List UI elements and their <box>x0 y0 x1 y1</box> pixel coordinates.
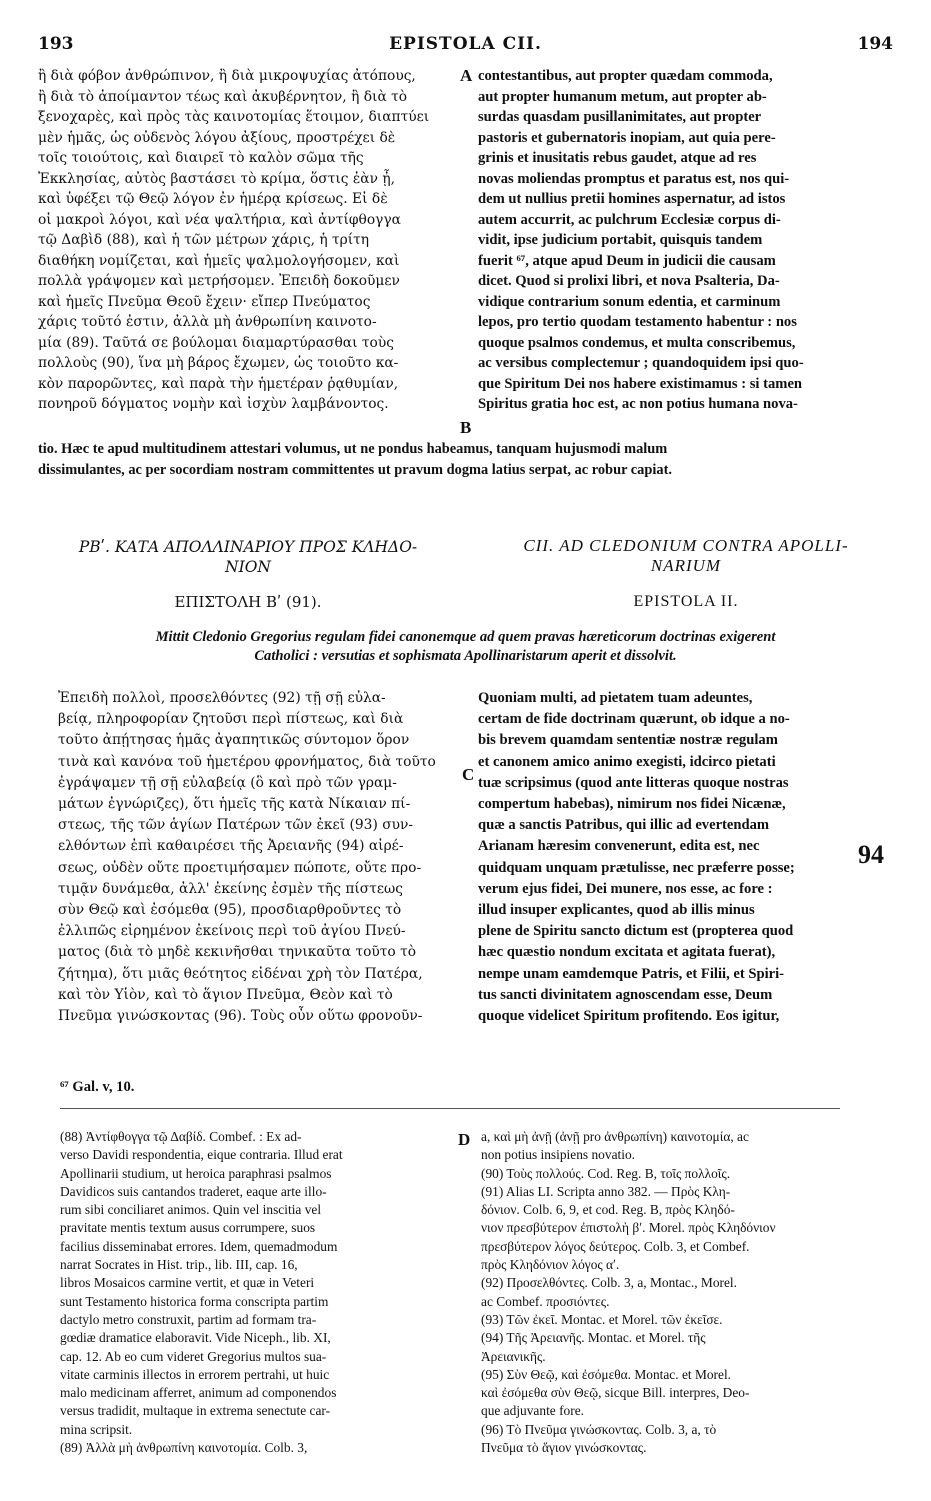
latin-text-line: fuerit ⁶⁷, atque apud Deum in judicii die causam <box>478 252 776 269</box>
latin-title-line-1: CII. AD CLEDONIUM CONTRA APOLLI- <box>523 536 849 555</box>
latin-text-line: dissimulantes, ac per socordiam nostram committentes ut pravum dogma latius serpat, ac robur capiat. <box>38 462 672 478</box>
latin-text-line: dicet. Quod si prolixi libri, et nova Psalteria, Da- <box>478 273 780 289</box>
greek-text-line: τοῦτο ἀπῄτησας ἡμᾶς ἀγαπητικῶς σύντομον ὅρον <box>58 732 410 749</box>
latin-continuation-wide <box>38 439 893 481</box>
greek-text-line: βείᾳ, πληροφορίαν ζητοῦσι περὶ πίστεως, καὶ διὰ <box>58 711 404 728</box>
footnote-line: (88) Ἀντίφθογγα τῷ Δαβίδ. Combef. : Ex ad- <box>60 1129 302 1144</box>
latin-text-line: aut propter humanum metum, aut propter ab- <box>478 88 767 105</box>
greek-text-line: σὺν Θεῷ καὶ ἐσόμεθα (95), προσδιαρθροῦντες τὸ <box>58 902 402 919</box>
latin-text-line: novas moliendas promptus et paratus est, nos qui- <box>478 170 790 187</box>
latin-text-line: dem ut nullius pretii homines aspernatur, ad istos <box>478 191 786 207</box>
footnote-line: a, καὶ μὴ ἀνῇ (ἀνῇ pro ἀνθρωπίνη) καινοτομία, ac <box>481 1129 749 1144</box>
latin-column-body <box>478 688 894 1027</box>
greek-text-line: ζήτημα), ὅτι μιᾶς θεότητος εἰδέναι χρὴ τὸν Πατέρα, <box>58 965 423 982</box>
latin-text-line: tio. Hæc te apud multitudinem attestari volumus, ut ne pondus habeamus, tanquam hujusmodi malum <box>38 441 668 457</box>
footnote-line: (92) Προσελθόντες. Colb. 3, a, Montac., Morel. <box>481 1275 737 1291</box>
greek-text-line: μάτων ἐγνώριζες), ὅτι ἡμεῖς τῆς κατὰ Νίκαιαν πί- <box>58 796 411 813</box>
latin-text-line: Spiritus gratia hoc est, ac non potius humana nova- <box>478 396 798 412</box>
greek-text-line: τιμᾷν δυνάμεθα, ἀλλ' ἐκείνης ἐσμὲν τῆς πίστεως <box>58 880 403 897</box>
footnote-line: dactylo metro construxit, partim ad formam tra- <box>60 1311 317 1327</box>
latin-text-line: hæc quæstio nondum excitata et agitata fuerat), <box>478 944 776 961</box>
footnote-line: νιον πρεσβύτερον ἐπιστολὴ βʹ. Morel. πρὸς Κληδόνιον <box>481 1220 776 1236</box>
latin-text-line: tus sancti divinitatem agnoscendam esse, Deum <box>478 986 773 1003</box>
footnote-line: πρεσβύτερον λόγος δεύτερος. Colb. 3, et Combef. <box>481 1238 750 1254</box>
latin-text-line: certam de fide doctrinam quærunt, ob idque a no- <box>478 711 790 728</box>
footnote-line: (96) Τὸ Πνεῦμα γινώσκοντας. Colb. 3, a, τὸ <box>481 1421 717 1437</box>
margin-marker-d: D <box>458 1130 471 1149</box>
footnote-line: καὶ ἐσόμεθα σὺν Θεῷ, sicque Bill. interpres, Deo- <box>481 1385 750 1401</box>
footnote-line: verso Davidi respondentia, eique contraria. Illud erat <box>60 1147 343 1163</box>
latin-epistle-label: EPISTOLA II. <box>633 593 739 610</box>
footnote-line: (89) Ἀλλὰ μὴ ἀνθρωπίνη καινοτομία. Colb. 3, <box>60 1440 308 1456</box>
latin-text-line: quoque psalmos condemus, et multa conscribemus, <box>478 334 796 351</box>
footnote-line: sunt Testamento historica forma conscripta partim <box>60 1293 329 1309</box>
latin-text-line: grinis et inusitatis rebus gaudet, atque ad res <box>478 150 757 166</box>
greek-text-line: Πνεῦμα γινώσκοντας (96). Τοὺς οὖν οὕτω φρονοῦν- <box>58 1008 423 1025</box>
greek-text-line: τινὰ καὶ κανόνα τοῦ ἡμετέρου φρονήματος, διὰ τοῦτο <box>58 753 436 770</box>
latin-column-top <box>478 66 894 415</box>
greek-text-line: ξενοχαρὲς, καὶ πρὸς τὰς καινοτομίας ἕτοιμον, διαπτύει <box>38 109 430 125</box>
scripture-reference: ⁶⁷ Gal. v, 10. <box>60 1079 135 1095</box>
latin-text-line: bis brevem quamdam sententiæ nostræ regulam <box>478 732 778 749</box>
footnote-line: facilius disseminabat errores. Idem, quemadmodum <box>60 1238 338 1254</box>
footnote-line: (90) Τοὺς πολλούς. Cod. Reg. B, τοῖς πολλοῖς. <box>481 1165 731 1181</box>
greek-text-line: ἐγράψαμεν τῇ σῇ εὐλαβείᾳ (ὃ καὶ πρὸ τῶν γραμ- <box>58 774 397 791</box>
margin-marker-b: B <box>460 418 472 437</box>
latin-text-line: ac versibus complectemur ; quandoquidem ipsi quo- <box>478 355 804 371</box>
latin-text-line: vidique contrarium sonum edentia, et carminum <box>478 293 781 310</box>
footnote-line: mina scripsit. <box>60 1421 133 1437</box>
latin-text-line: tuæ scripsimus (quod ante litteras quoque nostras <box>478 774 789 791</box>
footnote-line: gœdiæ dramatice elaboravit. Vide Niceph., lib. XI, <box>60 1330 331 1346</box>
footnote-line: que adjuvante fore. <box>481 1403 584 1419</box>
latin-text-line: verum ejus fidei, Dei munere, nos esse, ac fore : <box>478 880 773 897</box>
latin-text-line: nempe unam eamdemque Patris, et Filii, et Spiri- <box>478 965 785 982</box>
greek-text-line: καὶ τὸν Υἱὸν, καὶ τὸ ἅγιον Πνεῦμα, Θεὸν καὶ τὸ <box>58 986 393 1003</box>
footnotes-left <box>60 1128 450 1457</box>
greek-epistle-label: ΕΠΙΣΤΟΛΗ Βʹ (91). <box>174 593 322 611</box>
running-title: EPISTOLA CII. <box>389 34 542 54</box>
footnote-line: cap. 12. Ab eo cum videret Gregorius multos sua- <box>60 1348 327 1364</box>
footnote-line: ac Combef. προσιόντες. <box>481 1293 610 1309</box>
greek-text-line: κὸν παρορῶντες, καὶ παρὰ τὴν ἡμετέραν ῥᾳθυμίαν, <box>38 375 399 392</box>
greek-column-top <box>38 66 458 415</box>
latin-text-line: plene de Spiritu sancto dictum est (propterea quod <box>478 923 794 940</box>
latin-text-line: quæ a sanctis Patribus, qui illic ad evertendam <box>478 817 770 834</box>
footnotes-right <box>481 1128 893 1457</box>
greek-text-line: ἐλλιπῶς εἰρημένον ἐκείνοις περὶ τοῦ ἁγίου Πνεύ- <box>58 923 406 940</box>
latin-text-line: surdas quasdam pusillanimitates, aut propter <box>478 109 762 125</box>
footnote-rule <box>60 1108 840 1109</box>
page-number-left: 193 <box>38 34 74 54</box>
latin-title-line-2: NARIUM <box>650 556 722 575</box>
footnote-line: Πνεῦμα τὸ ἅγιον γινώσκοντας. <box>481 1440 647 1456</box>
footnote-line: pravitate mentis textum ausus corrumpere, suos <box>60 1220 316 1236</box>
summary-line-1: Mittit Cledonio Gregorius regulam fidei canonemque ad quem pravas hæreticorum doctrinas exigerent <box>155 629 776 645</box>
latin-text-line: illud insuper explicantes, quod ab illis minus <box>478 902 755 919</box>
footnote-line: (95) Σὺν Θεῷ, καὶ ἐσόμεθα. Montac. et Morel. <box>481 1366 732 1382</box>
footnote-line: Davidicos suis cantandos traderet, eaque arte illo- <box>60 1183 327 1199</box>
latin-text-line: vidit, ipse judicium portabit, quisquis tandem <box>478 232 763 248</box>
footnote-line: libros Mosaicos carmine vertit, et quæ in Veteri <box>60 1275 315 1291</box>
greek-text-line: ματος (διὰ τὸ μηδὲ κεκινῆσθαι τηνικαῦτα τοῦτο τὸ <box>58 944 417 961</box>
latin-text-line: contestantibus, aut propter quædam commoda, <box>478 68 773 84</box>
footnote-line: Apollinarii studium, ut heroica paraphrasi psalmos <box>60 1165 332 1181</box>
greek-text-line: τοῖς τοιούτοις, καὶ διαιρεῖ τὸ καλὸν σῶμα τῆς <box>38 150 364 166</box>
greek-text-line: ἢ διὰ τὸ ἀποίμαντον τέως καὶ ἀκυβέρνητον, ἢ διὰ τὸ <box>38 88 408 105</box>
margin-column-number: 94 <box>858 840 884 869</box>
latin-text-line: pastoris et gubernatoris inopiam, aut quia pere- <box>478 129 776 146</box>
latin-text-line: quoque videlicet Spiritum profitendo. Eos igitur, <box>478 1008 780 1025</box>
footnote-line: malo medicinam afferret, animum ad componendos <box>60 1385 337 1401</box>
greek-text-line: διαθήκη νομίζεται, καὶ ἡμεῖς ψαλμολογήσομεν, καὶ <box>38 252 400 269</box>
running-header <box>38 34 893 58</box>
latin-title <box>478 536 894 576</box>
latin-text-line: Arianam hæresim convenerunt, edita est, nec <box>478 838 760 855</box>
greek-text-line: καὶ ἡμεῖς Πνεῦμα Θεοῦ ἔχειν· εἴπερ Πνεύματος <box>38 293 371 310</box>
greek-text-line: μὲν ἡμᾶς, ὡς οὐδενὸς λόγου ἀξίους, προστρέχει δὲ <box>38 129 396 146</box>
greek-text-line: οἱ μακροὶ λόγοι, καὶ νέα ψαλτήρια, καὶ ἀντίφθογγα <box>38 211 401 228</box>
latin-text-line: quidquam unquam prætulisse, nec præferre posse; <box>478 859 795 876</box>
greek-text-line: πολλὰ γράψομεν καὶ μετρήσομεν. Ἐπειδὴ δοκοῦμεν <box>38 273 400 289</box>
latin-text-line: et canonem amico animo exegisti, idcirco pietati <box>478 753 776 770</box>
footnote-line: Ἀρειανικῆς. <box>481 1348 546 1364</box>
greek-text-line: πονηροῦ δόγματος νομὴν καὶ ἰσχὺν λαμβάνοντος. <box>38 396 389 412</box>
footnote-line: rum sibi conciliaret animos. Quin vel inscitia vel <box>60 1202 322 1218</box>
footnote-line: δόνιον. Colb. 6, 9, et cod. Reg. B, πρὸς Κληδό- <box>481 1202 735 1218</box>
greek-text-line: ελθόντων ἐπὶ καθαιρέσει τῆς Ἀρειανῆς (94) αἱρέ- <box>58 838 404 855</box>
latin-text-line: Quoniam multi, ad pietatem tuam adeuntes, <box>478 690 753 706</box>
greek-title-line-2: ΝΙΟΝ <box>225 558 271 576</box>
greek-text-line: πολλοὺς (90), ἵνα μὴ βάρος ἔχωμεν, ὡς τοιοῦτο κα- <box>38 355 399 371</box>
greek-text-line: σεως, οὐδὲν οὔτε προετιμήσαμεν πώποτε, οὔτε προ- <box>58 859 422 876</box>
footnote-line: vitate carminis illectos in errorem pertrahi, ut huic <box>60 1366 330 1382</box>
greek-text-line: Ἐκκλησίας, αὐτὸς βαστάσει τὸ κρίμα, ὅστις ἐὰν ᾖ, <box>38 170 395 187</box>
margin-marker-a: A <box>460 66 473 85</box>
footnote-line: non potius insipiens novatio. <box>481 1147 635 1163</box>
greek-text-line: στεως, τῆς τῶν ἁγίων Πατέρων τῶν ἐκεῖ (93) συν- <box>58 817 414 834</box>
latin-text-line: compertum habebas), nimirum nos fidei Nicænæ, <box>478 796 786 813</box>
greek-text-line: Ἐπειδὴ πολλοὶ, προσελθόντες (92) τῇ σῇ εὐλα- <box>58 690 386 706</box>
margin-marker-c: C <box>462 765 475 784</box>
greek-column-body <box>58 688 458 1027</box>
footnote-line: πρὸς Κληδόνιον λόγος αʹ. <box>481 1257 620 1273</box>
epistle-summary <box>38 628 893 666</box>
greek-text-line: ἢ διὰ φόβον ἀνθρώπινον, ἢ διὰ μικροψυχίας ἀτόπους, <box>38 68 416 84</box>
page-number-right: 194 <box>857 34 893 54</box>
footnote-line: (94) Τῆς Ἀρειανῆς. Montac. et Morel. τῆς <box>481 1330 706 1346</box>
latin-text-line: que Spiritum Dei nos habere existimamus : si tamen <box>478 375 803 392</box>
greek-text-line: χάρις τοῦτό ἐστιν, ἀλλὰ μὴ ἀνθρωπίνη καινοτο- <box>38 314 377 330</box>
latin-text-line: lepos, pro tertio quodam testamento habentur : nos <box>478 314 797 330</box>
greek-title <box>38 537 458 577</box>
summary-line-2: Catholici : versutias et sophismata Apollinaristarum aperit et dissolvit. <box>254 648 677 664</box>
footnote-line: (91) Alias LI. Scripta anno 382. — Πρὸς Κλη- <box>481 1183 731 1199</box>
latin-text-line: autem accurrit, ac pulchrum Ecclesiæ corpus di- <box>478 211 781 228</box>
greek-text-line: καὶ ὑφέξει τῷ Θεῷ λόγον ἐν ἡμέρᾳ κρίσεως. Εἰ δὲ <box>38 191 388 207</box>
footnote-line: narrat Socrates in Hist. trip., lib. III, cap. 16, <box>60 1257 298 1273</box>
footnote-line: (93) Τῶν ἐκεῖ. Montac. et Morel. τῶν ἐκεῖσε. <box>481 1311 723 1327</box>
greek-text-line: τῷ Δαβὶδ (88), καὶ ἡ τῶν μέτρων χάρις, ἡ τρίτη <box>38 232 370 248</box>
greek-text-line: μία (89). Ταῦτά σε βούλομαι διαμαρτύρασθαι τοὺς <box>38 334 394 351</box>
greek-title-line-1: ΡΒʹ. ΚΑΤΑ ΑΠΟΛΛΙΝΑΡΙΟΥ ΠΡΟΣ ΚΛΗΔΟ- <box>78 538 418 556</box>
footnote-line: versus tradidit, multaque in extrema senectute car- <box>60 1403 331 1419</box>
